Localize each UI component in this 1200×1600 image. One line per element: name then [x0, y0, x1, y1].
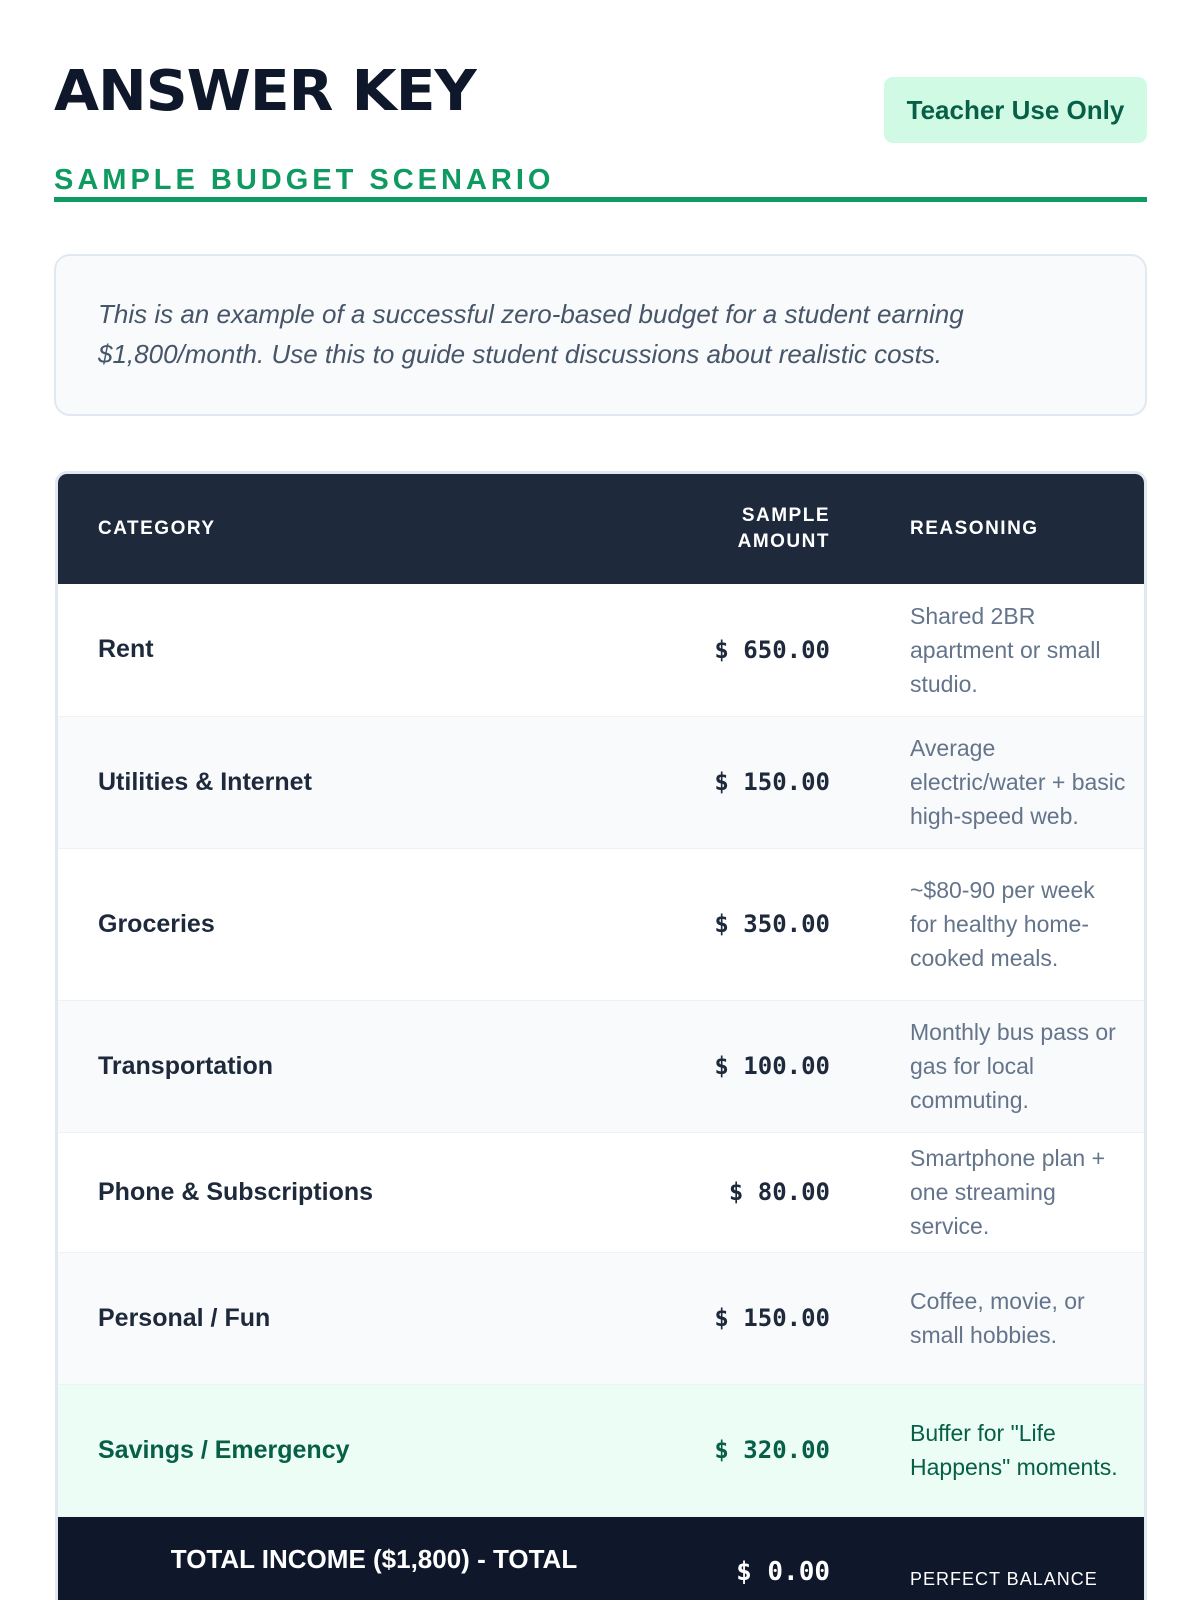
table-row	[58, 716, 1147, 848]
total-note: PERFECT BALANCE	[845, 1516, 1147, 1600]
intro-text: This is an example of a successful zero-based budget for a student earning $1,800/month. Use this to guide student discussions about realistic costs.	[98, 299, 964, 369]
table-row	[58, 1252, 1147, 1384]
row-reasoning: Monthly bus pass or gas for local commuting.	[845, 1000, 1147, 1132]
row-amount: $ 150.00	[620, 716, 845, 848]
total-label: TOTAL INCOME ($1,800) - TOTAL	[58, 1516, 620, 1600]
row-category: Personal / Fun	[58, 1252, 620, 1384]
table-total-row	[58, 1516, 1147, 1600]
table-row	[58, 584, 1147, 716]
row-reasoning: Smartphone plan + one streaming service.	[845, 1132, 1147, 1252]
row-amount: $ 650.00	[620, 584, 845, 716]
table-header-row	[58, 474, 1147, 584]
page-header	[54, 56, 1147, 202]
row-amount: $ 100.00	[620, 1000, 845, 1132]
table-row	[58, 1000, 1147, 1132]
table-row-savings	[58, 1384, 1147, 1516]
row-reasoning: Shared 2BR apartment or small studio.	[845, 584, 1147, 716]
page-title: ANSWER KEY	[54, 59, 476, 124]
row-reasoning: Coffee, movie, or small hobbies.	[845, 1252, 1147, 1384]
row-category: Savings / Emergency	[58, 1384, 620, 1516]
teacher-use-badge: Teacher Use Only	[884, 77, 1147, 143]
row-category: Groceries	[58, 848, 620, 1000]
total-amount: $ 0.00	[620, 1516, 845, 1600]
row-category: Phone & Subscriptions	[58, 1132, 620, 1252]
row-category: Utilities & Internet	[58, 716, 620, 848]
row-category: Rent	[58, 584, 620, 716]
page-subtitle: SAMPLE BUDGET SCENARIO	[54, 164, 555, 196]
row-amount: $ 320.00	[620, 1384, 845, 1516]
row-reasoning: Average electric/water + basic high-speed web.	[845, 716, 1147, 848]
column-header-reasoning: REASONING	[845, 474, 1147, 584]
table-row	[58, 848, 1147, 1000]
table-row	[58, 1132, 1147, 1252]
budget-table	[55, 471, 1147, 1600]
row-amount: $ 150.00	[620, 1252, 845, 1384]
column-header-category: CATEGORY	[58, 474, 620, 584]
intro-callout	[54, 254, 1147, 416]
row-reasoning: ~$80-90 per week for healthy home-cooked meals.	[845, 848, 1147, 1000]
row-amount: $ 80.00	[620, 1132, 845, 1252]
column-header-amount: SAMPLE AMOUNT	[620, 474, 845, 584]
row-category: Transportation	[58, 1000, 620, 1132]
row-amount: $ 350.00	[620, 848, 845, 1000]
row-reasoning: Buffer for "Life Happens" moments.	[845, 1384, 1147, 1516]
